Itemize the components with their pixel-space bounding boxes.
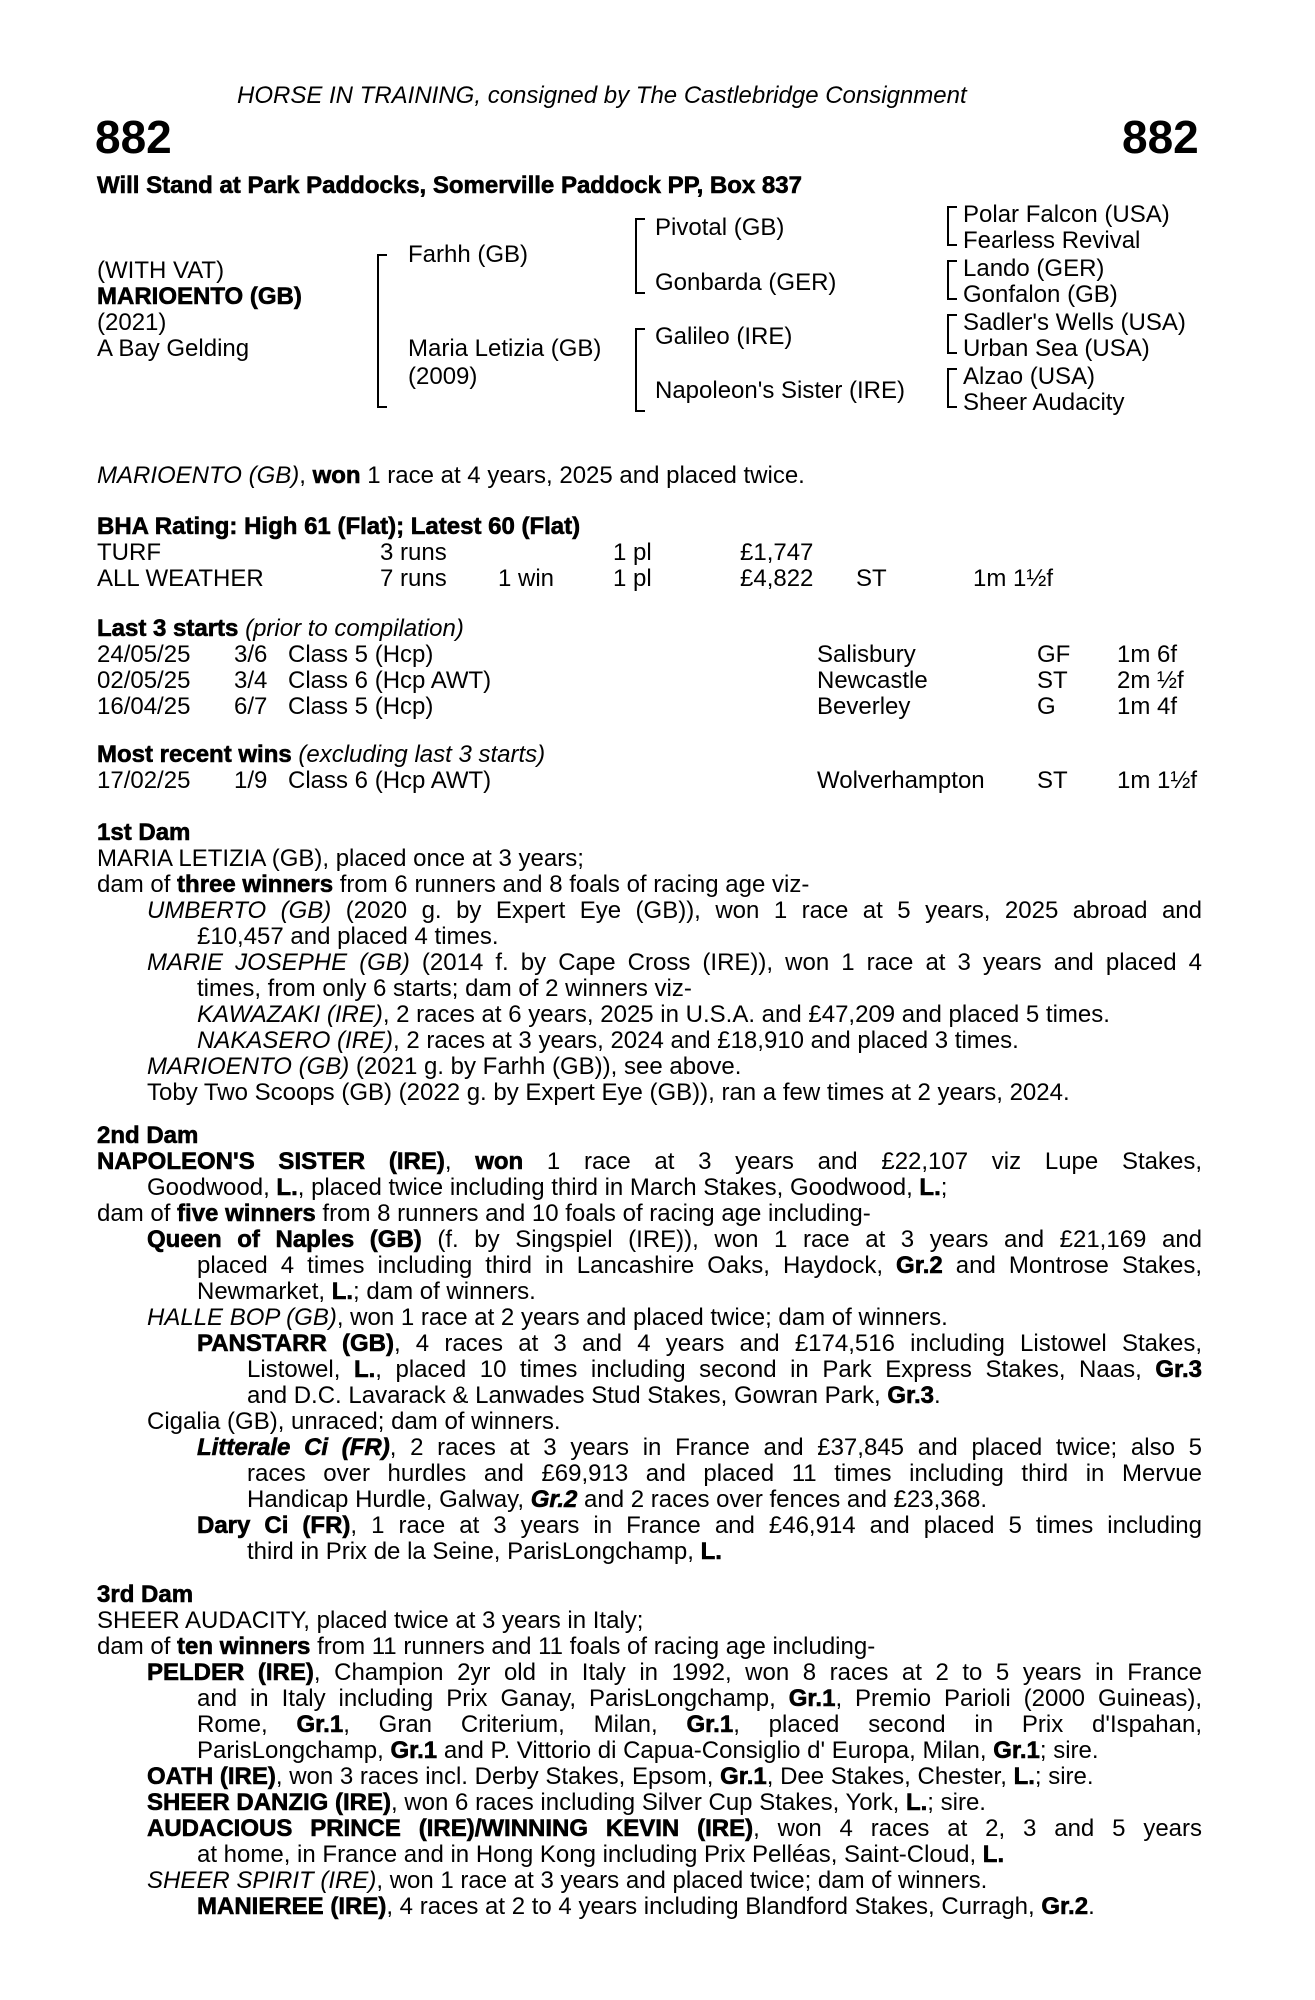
pedigree-brace-3 [947, 314, 957, 354]
rating-placed: 1 pl [613, 539, 652, 566]
rating-money: £4,822 [740, 565, 814, 592]
start-going: G [1037, 693, 1056, 720]
pedigree-ddd: Sheer Audacity [963, 389, 1125, 416]
start-course: Newcastle [817, 667, 928, 694]
pedigree-brace-sire [635, 218, 645, 294]
third-dam-line: SHEER AUDACITY, placed twice at 3 years in Italy; [97, 1607, 644, 1634]
start-row [0, 668, 1315, 694]
horse-name: MARIOENTO (GB) [97, 283, 302, 310]
produce-panstarr-cont: Listowel, L., placed 10 times including second in Park Express Stakes, Naas, Gr.3 [247, 1356, 1203, 1383]
produce-marioento: MARIOENTO (GB) (2021 g. by Farhh (GB)), see above. [147, 1053, 742, 1080]
produce-queen-cont: placed 4 times including third in Lancashire Oaks, Haydock, Gr.2 and Montrose Stakes, [197, 1252, 1202, 1279]
last3-heading [97, 616, 464, 642]
second-dam-line-cont: Goodwood, L., placed twice including third in March Stakes, Goodwood, L.; [147, 1174, 948, 1201]
produce-sheer-danzig: SHEER DANZIG (IRE), won 6 races including Silver Cup Stakes, York, L.; sire. [147, 1789, 986, 1816]
second-dam-title: 2nd Dam [97, 1122, 199, 1149]
produce-queen-cont2: Newmarket, L.; dam of winners. [197, 1278, 536, 1305]
produce-litterale-cont: races over hurdles and £69,913 and placed 11 times including third in Mervue [247, 1460, 1202, 1487]
pedigree-sire-sire: Pivotal (GB) [655, 214, 785, 241]
start-going: GF [1037, 641, 1071, 668]
first-dam-line: MARIA LETIZIA (GB), placed once at 3 years; [97, 845, 584, 872]
start-distance: 2m ½f [1117, 667, 1184, 694]
third-dam-section [97, 1582, 1202, 1920]
rating-surface: ALL WEATHER [97, 565, 264, 592]
stand-location: Will Stand at Park Paddocks, Somerville Paddock PP, Box 837 [97, 172, 802, 199]
pedigree-sire-dam: Gonbarda (GER) [655, 269, 837, 296]
rating-distance: 1m 1½f [973, 565, 1054, 592]
start-row [0, 642, 1315, 668]
produce-dary: Dary Ci (FR), 1 race at 3 years in France and £46,914 and placed 5 times including [197, 1512, 1202, 1539]
win-going: ST [1037, 767, 1068, 794]
summary-horse-name: MARIOENTO (GB) [97, 462, 300, 489]
last3-note: (prior to compilation) [238, 615, 464, 642]
pedigree-brace-4 [947, 368, 957, 408]
pedigree-sss: Polar Falcon (USA) [963, 201, 1170, 228]
rating-runs: 3 runs [380, 539, 447, 566]
first-dam-title: 1st Dam [97, 819, 191, 846]
start-going: ST [1037, 667, 1068, 694]
start-position: 3/6 [234, 641, 268, 668]
win-distance: 1m 1½f [1117, 767, 1198, 794]
produce-audacious-cont: at home, in France and in Hong Kong including Prix Pelléas, Saint-Cloud, L. [197, 1841, 1005, 1868]
start-distance: 1m 4f [1117, 693, 1178, 720]
summary-rest: 1 race at 4 years, 2025 and placed twice. [360, 462, 805, 489]
produce-manieree: MANIEREE (IRE), 4 races at 2 to 4 years including Blandford Stakes, Curragh, Gr.2. [197, 1893, 1095, 1920]
pedigree-dsd: Urban Sea (USA) [963, 335, 1150, 362]
consignment-line: HORSE IN TRAINING, consigned by The Castlebridge Consignment [237, 82, 967, 109]
rating-runs: 7 runs [380, 565, 447, 592]
produce-marie-cont: times, from only 6 starts; dam of 2 winners viz- [197, 975, 692, 1002]
horse-description: A Bay Gelding [97, 335, 250, 362]
rating-row-turf [0, 540, 1315, 566]
produce-pelder-cont3: ParisLongchamp, Gr.1 and P. Vittorio di Capua-Consiglio d' Europa, Milan, Gr.1; sire. [197, 1737, 1099, 1764]
race-summary: MARIOENTO (GB), won 1 race at 4 years, 2025 and placed twice. [97, 462, 805, 489]
produce-pelder-cont: and in Italy including Prix Ganay, ParisLongchamp, Gr.1, Premio Parioli (2000 Guineas), [197, 1685, 1202, 1712]
first-dam-section [97, 820, 1202, 1106]
produce-cigalia: Cigalia (GB), unraced; dam of winners. [147, 1408, 561, 1435]
start-position: 6/7 [234, 693, 268, 720]
start-course: Beverley [817, 693, 911, 720]
win-course: Wolverhampton [817, 767, 985, 794]
pedigree-brace-dam [635, 328, 645, 412]
pedigree-dds: Alzao (USA) [963, 363, 1096, 390]
pedigree-dam-dam: Napoleon's Sister (IRE) [655, 377, 906, 404]
start-class: Class 5 (Hcp) [288, 641, 434, 668]
win-date: 17/02/25 [97, 767, 191, 794]
produce-oath: OATH (IRE), won 3 races incl. Derby Stakes, Epsom, Gr.1, Dee Stakes, Chester, L.; sire. [147, 1763, 1094, 1790]
start-date: 02/05/25 [97, 667, 191, 694]
pedigree-sire: Farhh (GB) [408, 241, 529, 268]
start-course: Salisbury [817, 641, 916, 668]
start-row [0, 694, 1315, 720]
produce-kawazaki: KAWAZAKI (IRE), 2 races at 6 years, 2025 in U.S.A. and £47,209 and placed 5 times. [197, 1001, 1110, 1028]
rating-row-aw [0, 566, 1315, 592]
produce-umberto: UMBERTO (GB) (2020 g. by Expert Eye (GB)), won 1 race at 5 years, 2025 abroad and [147, 897, 1202, 924]
win-position: 1/9 [234, 767, 268, 794]
start-position: 3/4 [234, 667, 268, 694]
produce-pelder-cont2: Rome, Gr.1, Gran Criterium, Milan, Gr.1, placed second in Prix d'Ispahan, [197, 1711, 1203, 1738]
rating-surface: TURF [97, 539, 161, 566]
second-dam-section [97, 1123, 1202, 1565]
produce-halle: HALLE BOP (GB), won 1 race at 2 years and placed twice; dam of winners. [147, 1304, 948, 1331]
produce-queen: Queen of Naples (GB) (f. by Singspiel (IRE)), won 1 race at 3 years and £21,169 and [147, 1226, 1203, 1253]
third-dam-produce-line: dam of ten winners from 11 runners and 11 foals of racing age including- [97, 1633, 876, 1660]
pedigree-dam: Maria Letizia (GB) [408, 335, 602, 362]
last3-title: Last 3 starts [97, 615, 239, 642]
horse-year: (2021) [97, 309, 167, 336]
produce-toby: Toby Two Scoops (GB) (2022 g. by Expert Eye (GB)), ran a few times at 2 years, 2024. [147, 1079, 1070, 1106]
pedigree-dss: Sadler's Wells (USA) [963, 309, 1186, 336]
produce-marie: MARIE JOSEPHE (GB) (2014 f. by Cape Cross (IRE)), won 1 race at 3 years and placed 4 [147, 949, 1202, 976]
bha-rating: BHA Rating: High 61 (Flat); Latest 60 (Flat) [97, 513, 581, 540]
lot-number-right: 882 [1122, 111, 1199, 163]
rating-going: ST [856, 565, 887, 592]
start-class: Class 6 (Hcp AWT) [288, 667, 492, 694]
recent-note: (excluding last 3 starts) [291, 741, 546, 768]
pedigree-dam-year: (2009) [408, 363, 478, 390]
produce-umberto-cont: £10,457 and placed 4 times. [197, 923, 499, 950]
lot-number-left: 882 [95, 111, 172, 163]
produce-panstarr: PANSTARR (GB), 4 races at 3 and 4 years and £174,516 including Listowel Stakes, [197, 1330, 1202, 1357]
pedigree-sds: Lando (GER) [963, 255, 1105, 282]
recent-win-row [0, 768, 1315, 794]
pedigree-brace-main [377, 254, 387, 408]
produce-pelder: PELDER (IRE), Champion 2yr old in Italy in 1992, won 8 races at 2 to 5 years in France [147, 1659, 1202, 1686]
first-dam-produce-line: dam of three winners from 6 runners and 8 foals of racing age viz- [97, 871, 810, 898]
produce-panstarr-cont2: and D.C. Lavarack & Lanwades Stud Stakes, Gowran Park, Gr.3. [247, 1382, 941, 1409]
produce-litterale: Litterale Ci (FR), 2 races at 3 years in France and £37,845 and placed twice; also 5 [197, 1434, 1202, 1461]
pedigree-dam-sire: Galileo (IRE) [655, 323, 793, 350]
win-class: Class 6 (Hcp AWT) [288, 767, 492, 794]
start-distance: 1m 6f [1117, 641, 1178, 668]
start-date: 16/04/25 [97, 693, 191, 720]
pedigree-ssd: Fearless Revival [963, 227, 1141, 254]
second-dam-line: NAPOLEON'S SISTER (IRE), won 1 race at 3 years and £22,107 viz Lupe Stakes, [97, 1148, 1202, 1175]
vat-label: (WITH VAT) [97, 257, 225, 284]
produce-litterale-cont2: Handicap Hurdle, Galway, Gr.2 and 2 races over fences and £23,368. [247, 1486, 988, 1513]
start-date: 24/05/25 [97, 641, 191, 668]
produce-nakasero: NAKASERO (IRE), 2 races at 3 years, 2024 and £18,910 and placed 3 times. [197, 1027, 1019, 1054]
recent-title: Most recent wins [97, 741, 292, 768]
pedigree-sdd: Gonfalon (GB) [963, 281, 1118, 308]
produce-sheer-spirit: SHEER SPIRIT (IRE), won 1 race at 3 years and placed twice; dam of winners. [147, 1867, 988, 1894]
second-dam-produce-line: dam of five winners from 8 runners and 10 foals of racing age including- [97, 1200, 871, 1227]
start-class: Class 5 (Hcp) [288, 693, 434, 720]
recent-wins-heading [97, 742, 545, 768]
pedigree-brace-1 [947, 206, 957, 246]
rating-money: £1,747 [740, 539, 814, 566]
produce-audacious: AUDACIOUS PRINCE (IRE)/WINNING KEVIN (IRE), won 4 races at 2, 3 and 5 years [147, 1815, 1203, 1842]
produce-dary-cont: third in Prix de la Seine, ParisLongchamp, L. [247, 1538, 722, 1565]
third-dam-title: 3rd Dam [97, 1581, 194, 1608]
summary-won: won [312, 462, 361, 489]
rating-wins: 1 win [498, 565, 555, 592]
rating-placed: 1 pl [613, 565, 652, 592]
pedigree-brace-2 [947, 260, 957, 300]
